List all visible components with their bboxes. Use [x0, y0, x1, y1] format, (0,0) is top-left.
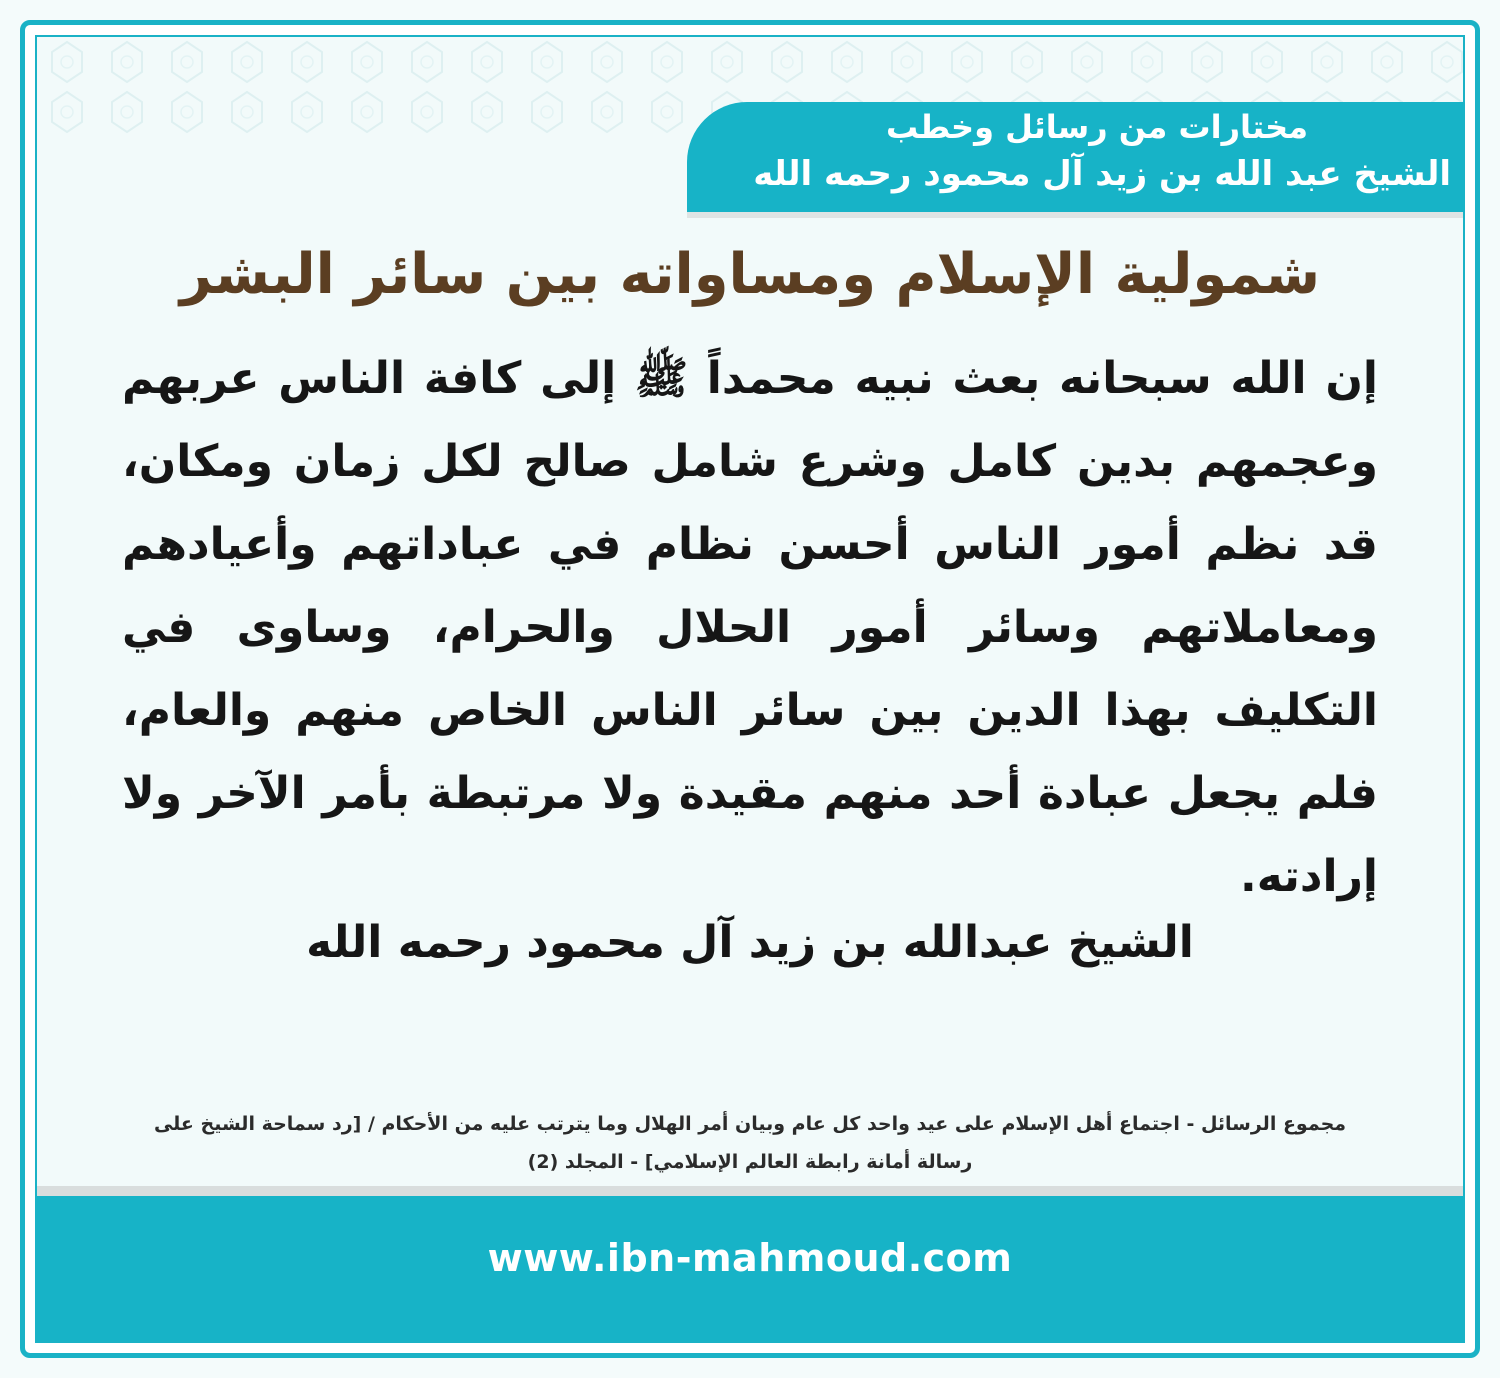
inner-frame [35, 35, 1465, 1343]
page-title: شمولية الإسلام ومساواته بين سائر البشر [179, 242, 1321, 307]
footer-banner [37, 1186, 1463, 1341]
source-reference: مجموع الرسائل - اجتماع أهل الإسلام على عيد واحد كل عام وبيان أمر الهلال وما يترتب عليه من الأحكام / [رد سماحة الشيخ على رسالة أمانة رابطة العالم الإسلامي] - المجلد (2) [153, 1113, 1347, 1173]
header-collection-title: مختارات من رسائل وخطب [885, 108, 1308, 146]
quote-body: إن الله سبحانه بعث نبيه محمداً ﷺ إلى كافة الناس عربهم وعجمهم بدين كامل وشرع شامل صالح لكل زمان ومكان، قد نظم أمور الناس أحسن نظام في عباداتهم وأعيادهم ومعاملاتهم وسائر أمور الحلال والحرام، وساوى في التكليف بهذا الدين بين سائر الناس الخاص منهم والعام، فلم يجعل عبادة أحد منهم مقيدة ولا مرتبطة بأمر الآخر ولا إرادته. [122, 353, 1378, 902]
header-banner [687, 102, 1463, 212]
outer-frame [20, 20, 1480, 1358]
header-author-name: الشيخ عبد الله بن زيد آل محمود رحمه الله [753, 154, 1451, 194]
website-url: www.ibn-mahmoud.com [487, 1236, 1013, 1280]
author-signature: الشيخ عبدالله بن زيد آل محمود رحمه الله [306, 917, 1194, 968]
